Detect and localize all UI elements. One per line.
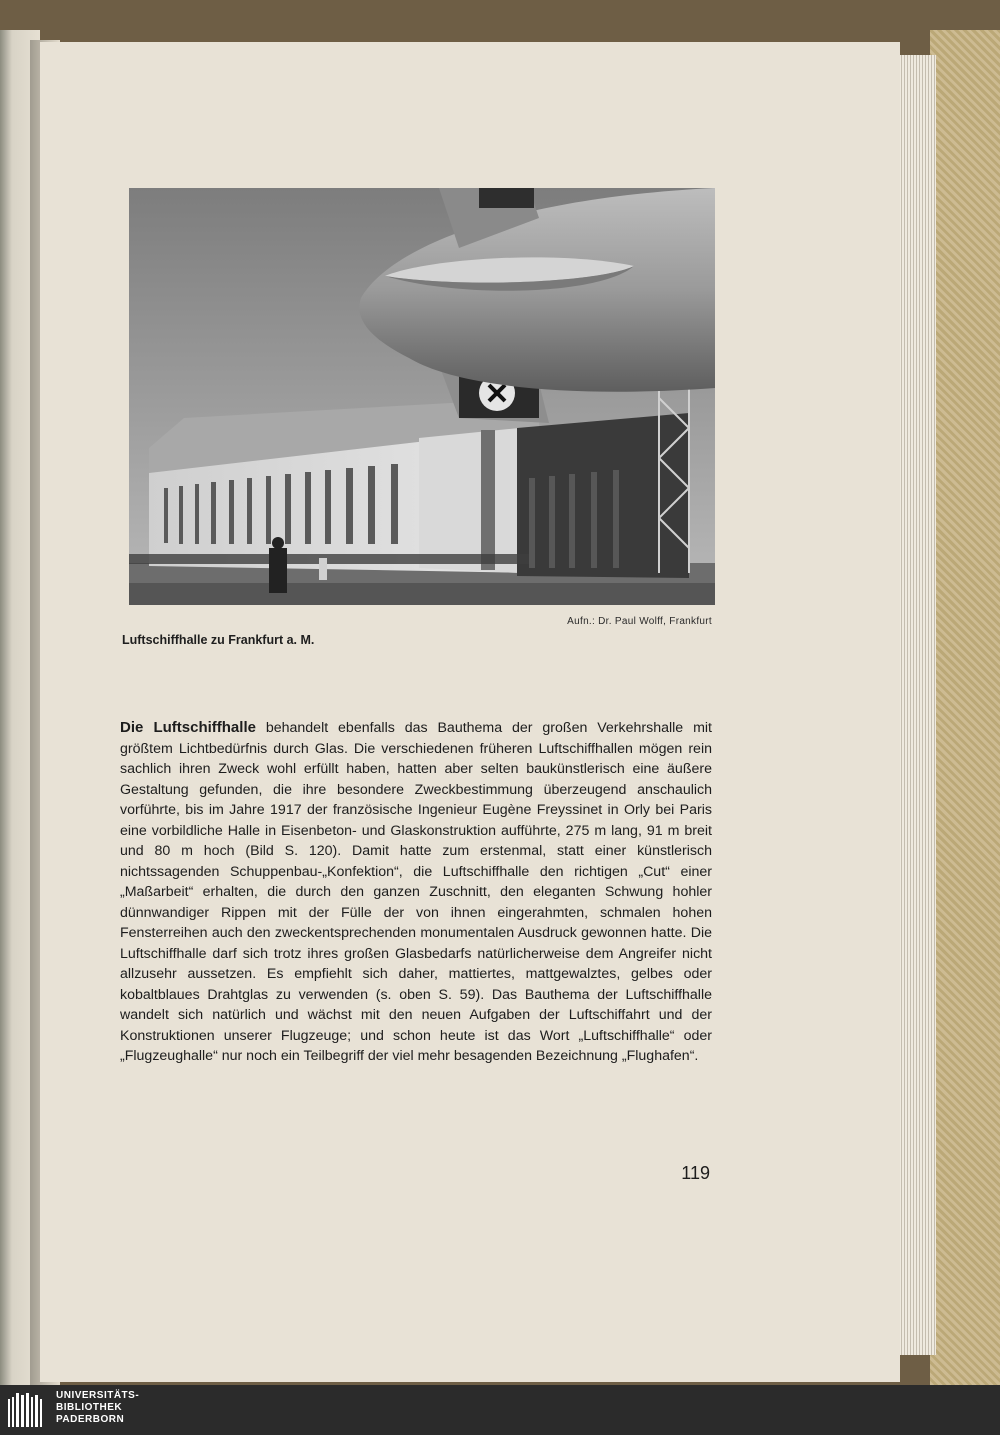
paragraph-text: behandelt ebenfalls das Bauthema der großen Verkehrshalle mit größtem Lichtbedürfnis durch Glas. Die verschiedenen früheren Luftschiffhallen mögen rein sachlich ihren Zweck wohl erfüllt haben, hatten aber selten baukünstlerisch eine äußere Gestaltung gefunden, die ihre besondere Zweckbestimmung überzeugend anschaulich vorführte, bis im Jahre 1917 der französische Ingenieur Eugène Freyssinet in Orly bei Paris eine vorbildliche Halle in Eisenbeton- und Glaskonstruktion aufführte, 275 m lang, 91 m breit und 80 m hoch (Bild S. 120). Damit hatte zum erstenmal, statt einer künstlerisch nichtssagenden Schuppenbau-„Konfektion“, die Luftschiffhalle den richtigen „Cut“ einer „Maßarbeit“ erhalten, die durch den ganzen Zuschnitt, den eleganten Schwung hohler dünnwandiger Rippen mit der Fülle der von ihnen eingerahmten, schmalen hohen Fensterreihen auch den zweckentsprechenden monumentalen Ausdruck gewonnen hatte. Die Luftschiffhalle darf sich trotz ihres großen Glasbedarfs natürlicherweise dem Angreifer nicht allzusehr aussetzen. Es empfiehlt sich daher, mattiertes, mattgewalztes, gelbes oder kobaltblaues Drahtglas zu verwenden (s. oben S. 59). Das Bauthema der Luftschiffhalle wandelt sich natürlich und wächst mit den neuen Aufgaben der Luftschiffahrt und der Konstruktionen unserer Flugzeuge; und schon heute ist das Wort „Luftschiffhalle“ oder „Flugzeughalle“ nur noch ein Teilbegriff der viel mehr besagenden Bezeichnung „Flughafen“. xyxy=(120,720,712,1064)
photo-caption: Luftschiffhalle zu Frankfurt a. M. xyxy=(122,633,315,647)
library-footer xyxy=(0,1385,1000,1435)
library-name-line3: PADERBORN xyxy=(56,1414,125,1425)
paragraph-lead: Die Luftschiffhalle xyxy=(120,719,256,736)
page-edges xyxy=(896,55,936,1355)
page-number: 119 xyxy=(681,1163,710,1183)
photo-credit: Aufn.: Dr. Paul Wolff, Frankfurt xyxy=(567,616,712,627)
library-logo-icon xyxy=(8,1393,48,1427)
book-cover-edge xyxy=(930,30,1000,1385)
airship-hangar-photo xyxy=(129,188,715,605)
body-paragraph xyxy=(120,718,712,1067)
library-name xyxy=(56,1390,139,1426)
library-name-line1: UNIVERSITÄTS- xyxy=(56,1390,140,1401)
library-name-line2: BIBLIOTHEK xyxy=(56,1402,123,1413)
